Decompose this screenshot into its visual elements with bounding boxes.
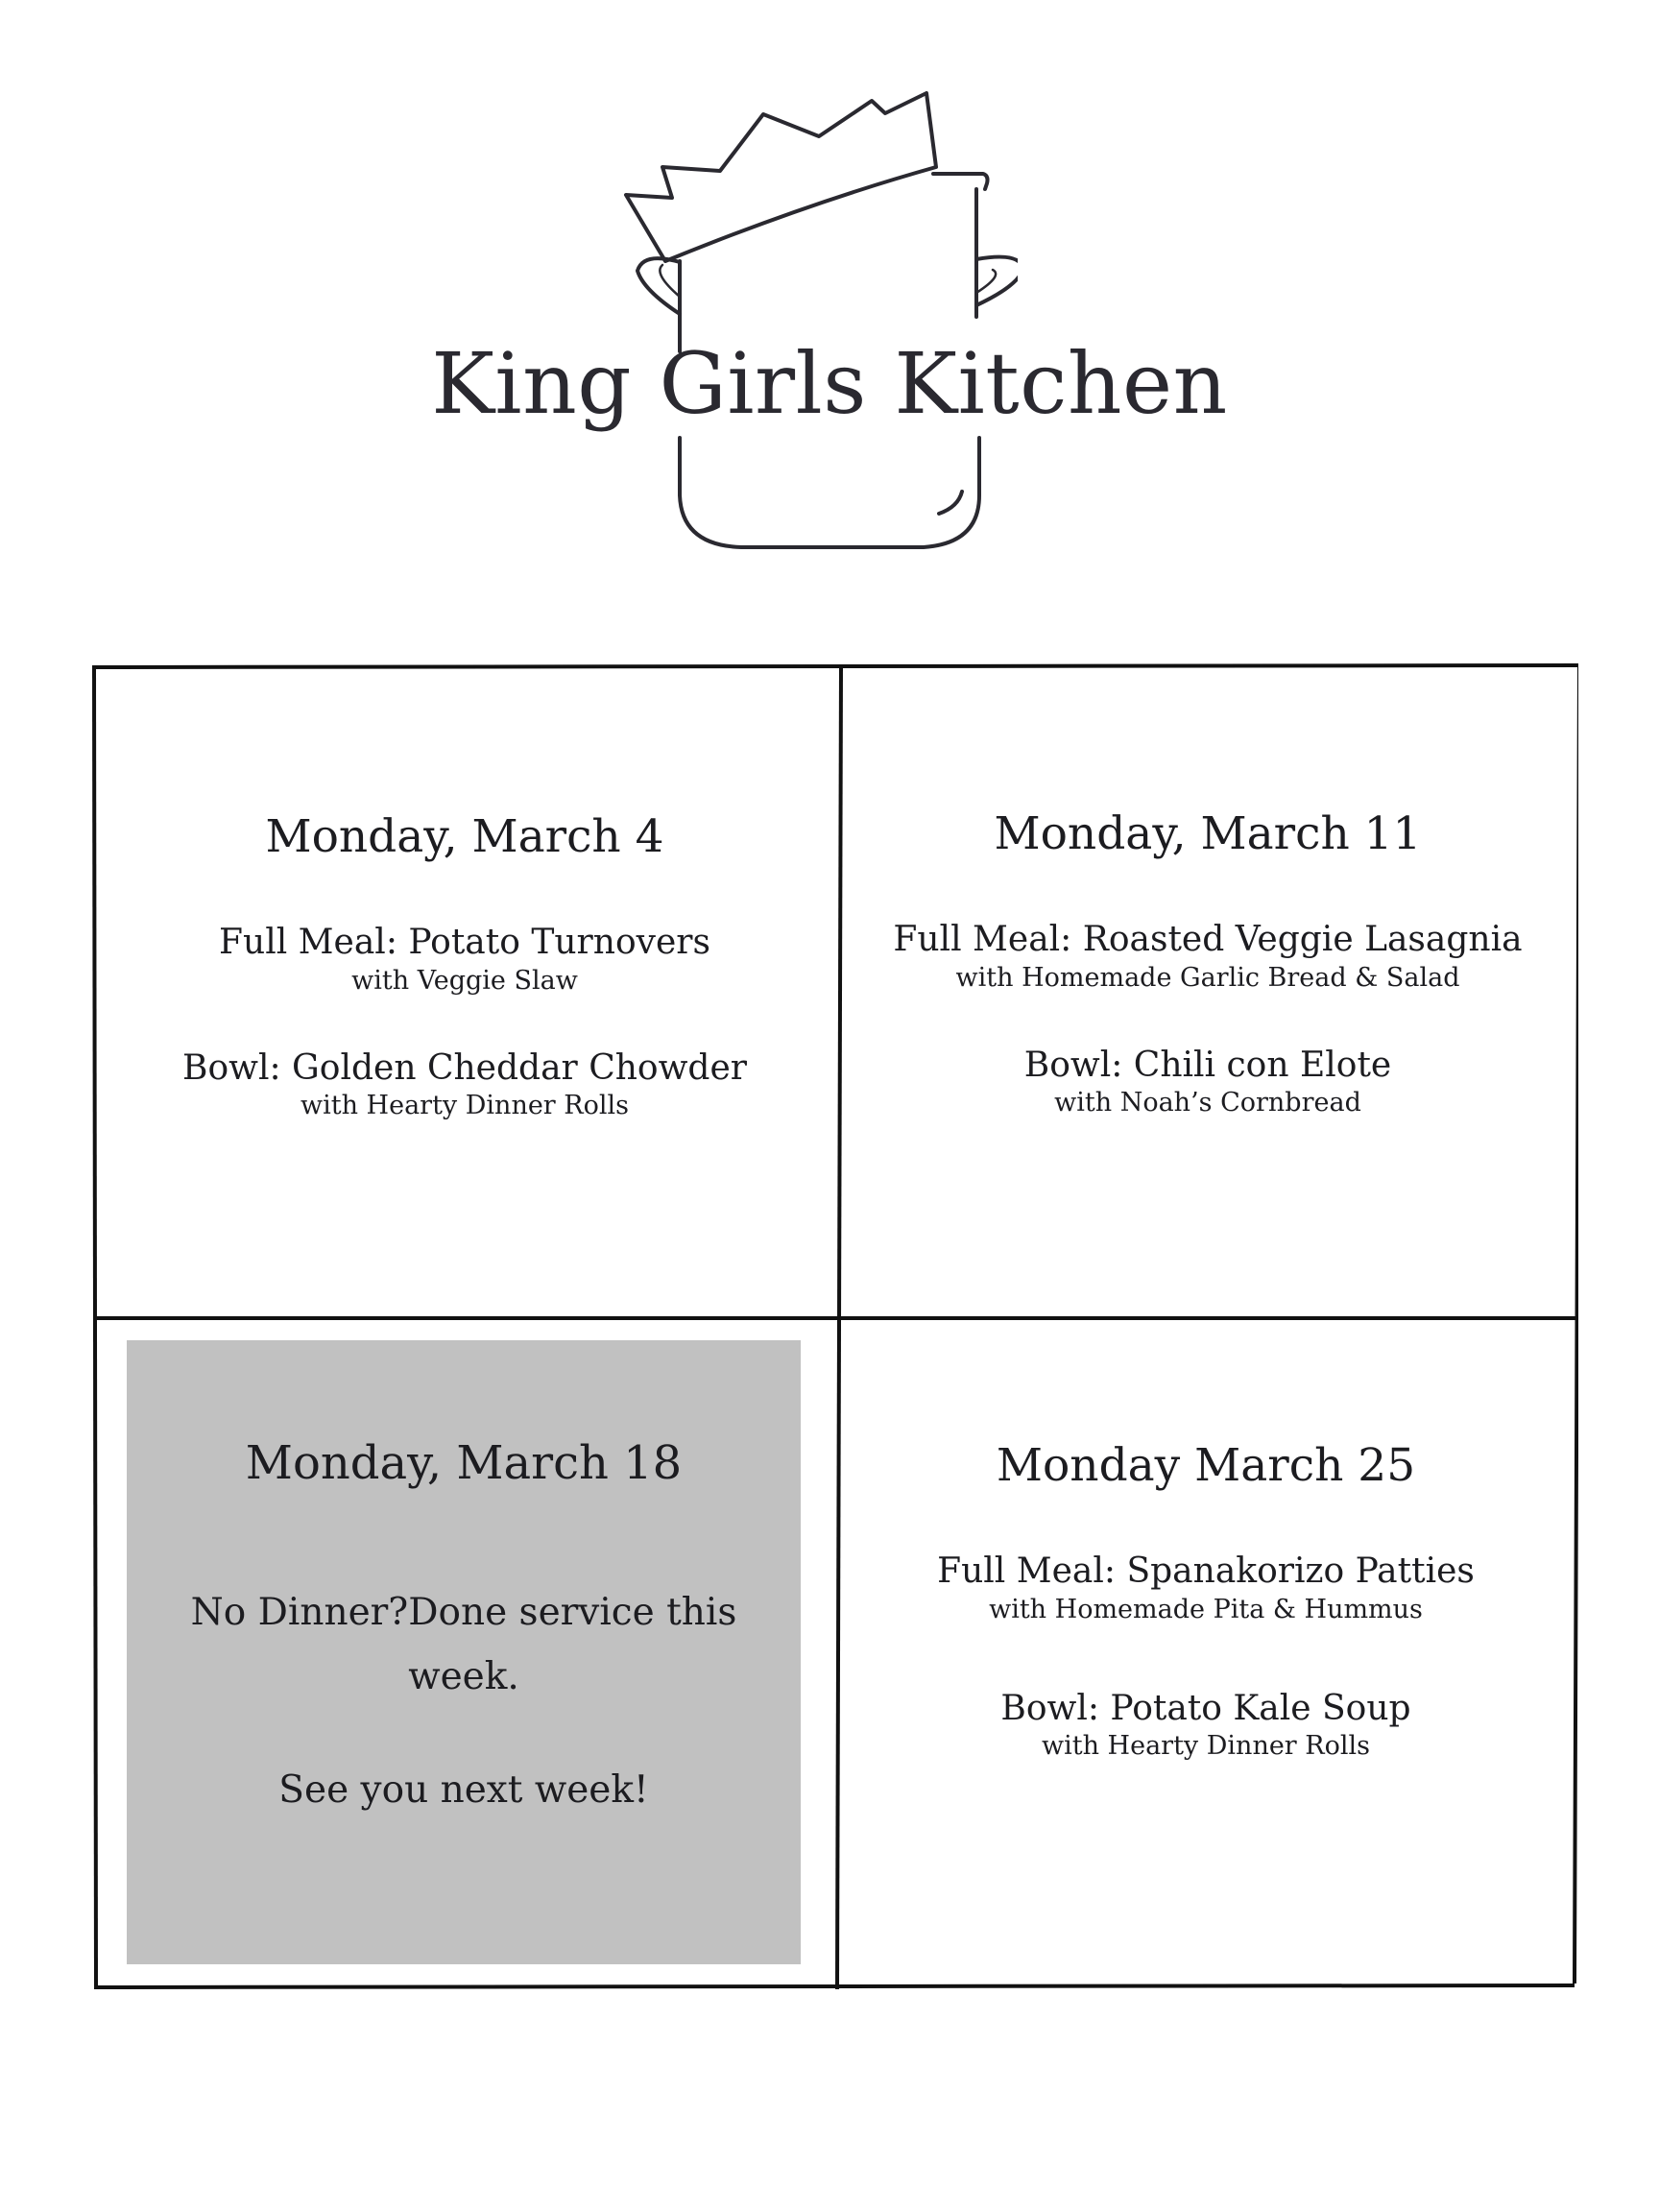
full-meal-side: with Veggie Slaw: [351, 965, 578, 996]
brand-title: King Girls Kitchen: [431, 334, 1228, 433]
full-meal: Full Meal: Potato Turnovers: [219, 923, 710, 963]
closed-message: No Dinner?Done service this week.: [190, 1590, 737, 1698]
bowl-side: with Hearty Dinner Rolls: [300, 1090, 630, 1120]
full-meal: Full Meal: Spanakorizo Patties: [937, 1551, 1475, 1592]
full-meal-side: with Homemade Pita & Hummus: [989, 1594, 1423, 1624]
menu-date: Monday March 25: [996, 1439, 1416, 1492]
logo: [0, 0, 1659, 595]
bowl: Bowl: Chili con Elote: [1023, 1045, 1392, 1085]
menu-card-march-25: [833, 1439, 1578, 1763]
menu-card-march-4: [92, 810, 837, 1122]
closed-message-followup: See you next week!: [278, 1767, 649, 1812]
menu-card-march-18: [127, 1340, 801, 1964]
menu-card-march-11: [837, 807, 1578, 1119]
full-meal: Full Meal: Roasted Veggie Lasagnia: [893, 920, 1523, 960]
bowl-side: with Hearty Dinner Rolls: [1041, 1730, 1371, 1761]
bowl: Bowl: Potato Kale Soup: [1000, 1688, 1411, 1728]
crowned-pot-icon: [595, 86, 1018, 566]
menu-grid: [92, 657, 1578, 1993]
bowl: Bowl: Golden Cheddar Chowder: [182, 1047, 747, 1088]
bowl-side: with Noah’s Cornbread: [1054, 1087, 1361, 1118]
menu-date: Monday, March 11: [994, 807, 1422, 860]
menu-date: Monday, March 4: [265, 810, 664, 863]
full-meal-side: with Homemade Garlic Bread & Salad: [955, 962, 1460, 993]
menu-date: Monday, March 18: [245, 1436, 683, 1490]
